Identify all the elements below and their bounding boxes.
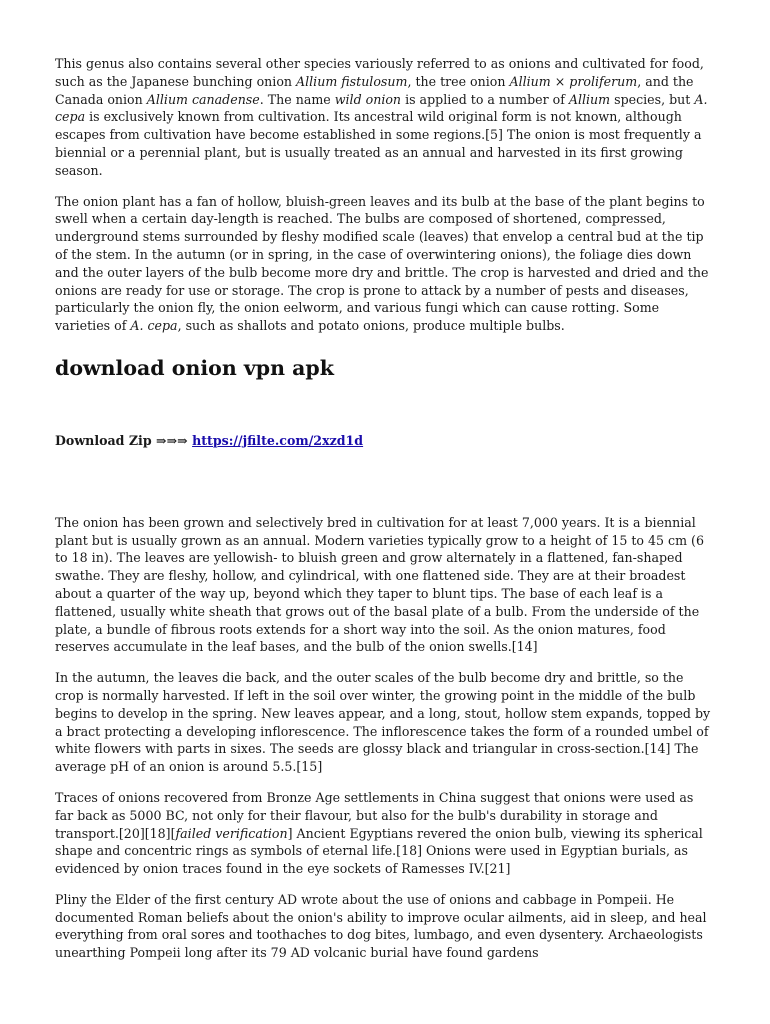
text-run: , such as shallots and potato onions, produce multiple bulbs. — [177, 318, 565, 334]
text-run: species, but — [610, 91, 695, 107]
text-run: The onion plant has a fan of hollow, bluish-green leaves and its bulb at the base of the plant begins to swell when a certain day-length is reached. The bulbs are composed of shortened, compressed, underground stems surrounded by fleshy modified scale (leaves) that envelop a central bud at the tip of the stem. In the autumn (or in spring, in the case of overwintering onions), the foliage dies down and the outer layers of the bulb become more dry and brittle. The crop is harvested and dried and the onions are ready for use or storage. The crop is prone to attack by a number of pests and diseases, particularly the onion fly, the onion eelworm, and various fungi which can cause rotting. Some varieties of — [55, 193, 709, 334]
download-link[interactable]: https://jfilte.com/2xzd1d — [192, 432, 364, 448]
paragraph-genus-species — [55, 55, 715, 180]
text-run: . The name — [259, 91, 335, 107]
italic-term: wild onion — [334, 91, 402, 107]
paragraph-history — [55, 789, 715, 878]
text-run: , the tree onion — [407, 73, 510, 89]
italic-term: Allium × proliferum — [509, 73, 638, 89]
paragraph-plant-description — [55, 193, 715, 335]
text-run: is applied to a number of — [401, 91, 569, 107]
text-run: This genus also contains several other species variously referred to as onions and cultivated for food, such as the Japanese bunching onion — [55, 56, 704, 89]
section-heading: download onion vpn apk — [55, 355, 334, 380]
italic-term: Allium — [568, 91, 611, 107]
text-run: ] Ancient Egyptians revered the onion bulb, viewing its spherical shape and concentric rings as symbols of eternal life.[18] Onions were used in Egyptian burials, as evidenced by onion traces found in the eye sockets of Ramesses IV.[21] — [55, 825, 703, 877]
text-run: is exclusively known from cultivation. Its ancestral wild original form is not known, although escapes from cultivation have become established in some regions.[5] The onion is most frequently a biennial or a perennial plant, but is usually treated as an annual and harvested in its first growing season. — [55, 109, 702, 178]
text-run: , and the Canada onion — [55, 73, 694, 107]
italic-term: A. cepa — [55, 91, 708, 125]
download-label: Download Zip ⇒⇒⇒ — [55, 432, 193, 448]
paragraph-autumn: In the autumn, the leaves die back, and the outer scales of the bulb become dry and brittle, so the crop is normally harvested. If left in the soil over winter, the growing point in the middle of the bulb begins to develop in the spring. New leaves appear, and a long, stout, hollow stem expands, topped by a bract protecting a developing inflorescence. The inflorescence takes the form of a rounded umbel of white flowers with parts in sixes. The seeds are glossy black and triangular in cross-section.[14] The average pH of an onion is around 5.5.[15] — [55, 670, 711, 775]
italic-term: failed verification — [175, 825, 288, 841]
paragraph-cultivation: The onion has been grown and selectively bred in cultivation for at least 7,000 years. It is a biennial plant but is usually grown as an annual. Modern varieties typically grow to a height of 15 to 45 cm (6 to 18 in). The leaves are yellowish- to bluish green and grow alternately in a flattened, fan-shaped swathe. They are fleshy, hollow, and cylindrical, with one flattened side. They are at their broadest about a quarter of the way up, beyond which they taper to blunt tips. The base of each leaf is a flattened, usually white sheath that grows out of the basal plate of a bulb. From the underside of the plate, a bundle of fibrous roots extends for a short way into the soil. As the onion matures, food reserves accumulate in the leaf bases, and the bulb of the onion swells.[14] — [55, 514, 704, 655]
download-line — [55, 432, 715, 450]
italic-term: Allium canadense — [146, 91, 260, 107]
italic-term: A. cepa — [130, 318, 178, 334]
italic-term: Allium fistulosum — [296, 73, 408, 89]
text-run: Traces of onions recovered from Bronze Age settlements in China suggest that onions were used as far back as 5000 BC, not only for their flavour, but also for the bulb's durability in storage and transport.[20][18][ — [55, 789, 694, 841]
paragraph-pliny: Pliny the Elder of the first century AD wrote about the use of onions and cabbage in Pompeii. He documented Roman beliefs about the onion's ability to improve ocular ailments, aid in sleep, and heal everything from oral sores and toothaches to dog bites, lumbago, and even dysentery. Archaeologists unearthing Pompeii long after its 79 AD volcanic burial have found gardens — [55, 891, 707, 961]
